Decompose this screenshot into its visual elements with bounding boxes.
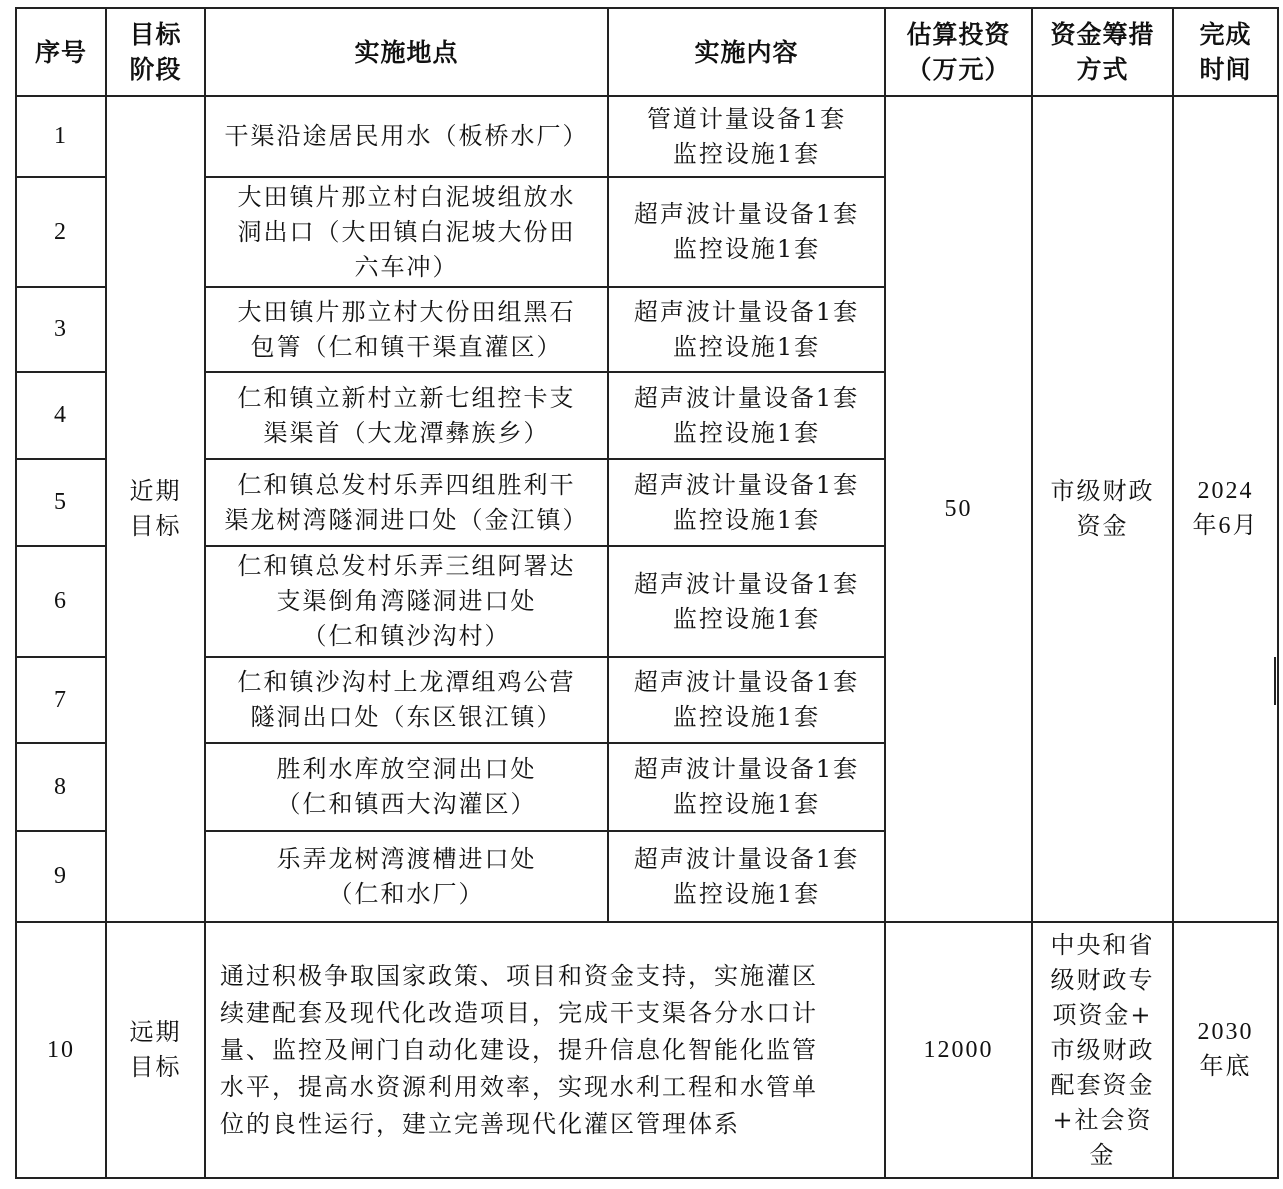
header-location bbox=[205, 8, 608, 96]
near-term-funding: 市级财政 资金 bbox=[1050, 477, 1155, 540]
row-number: 1 bbox=[16, 96, 106, 177]
header-content bbox=[608, 8, 885, 96]
location-cell bbox=[205, 831, 608, 922]
content-cell bbox=[608, 743, 885, 831]
header-completion bbox=[1173, 8, 1278, 96]
content-text: 超声波计量设备1套 监控设施1套 bbox=[633, 755, 860, 818]
location-cell bbox=[205, 177, 608, 287]
long-term-investment-cell bbox=[885, 922, 1032, 1178]
location-text: 胜利水库放空洞出口处 （仁和镇西大沟灌区） bbox=[276, 755, 537, 818]
content-cell bbox=[608, 546, 885, 657]
near-term-stage: 近期 目标 bbox=[129, 477, 182, 540]
long-term-investment: 12000 bbox=[923, 1036, 994, 1063]
project-plan-table bbox=[15, 7, 1279, 1179]
location-cell bbox=[205, 657, 608, 743]
location-text: 大田镇片那立村白泥坡组放水 洞出口（大田镇白泥坡大份田 六车冲） bbox=[237, 182, 576, 281]
row-number: 10 bbox=[16, 922, 106, 1178]
table-row bbox=[16, 96, 1278, 177]
long-term-row bbox=[16, 922, 1278, 1178]
header-funding bbox=[1032, 8, 1173, 96]
row-number: 6 bbox=[16, 546, 106, 657]
long-term-completion-cell bbox=[1173, 922, 1278, 1178]
content-cell bbox=[608, 459, 885, 546]
near-term-investment-cell bbox=[885, 96, 1032, 922]
row-number: 5 bbox=[16, 459, 106, 546]
header-seq-text: 序号 bbox=[34, 37, 87, 67]
header-funding-text: 资金筹措 方式 bbox=[1050, 20, 1155, 84]
header-investment-text: 估算投资 （万元） bbox=[906, 20, 1011, 84]
header-completion-text: 完成 时间 bbox=[1199, 20, 1252, 84]
long-term-stage-cell bbox=[106, 922, 205, 1178]
row-number: 8 bbox=[16, 743, 106, 831]
location-text: 大田镇片那立村大份田组黑石 包箐（仁和镇干渠直灌区） bbox=[237, 297, 576, 361]
content-text: 超声波计量设备1套 监控设施1套 bbox=[633, 470, 860, 534]
row-number: 4 bbox=[16, 372, 106, 459]
header-stage bbox=[106, 8, 205, 96]
location-text: 仁和镇总发村乐弄四组胜利干 渠龙树湾隧洞进口处（金江镇） bbox=[224, 470, 589, 534]
content-cell bbox=[608, 177, 885, 287]
long-term-description: 通过积极争取国家政策、项目和资金支持，实施灌区 续建配套及现代化改造项目，完成干支渠各分水口计 量、监控及闸门自动化建设，提升信息化智能化监管 水平，提高水资源利用效率，实现水利工程和水管单 位的良性运行，建立完善现代化灌区管理体系 bbox=[220, 961, 818, 1138]
long-term-description-cell bbox=[205, 922, 885, 1178]
location-cell bbox=[205, 287, 608, 372]
row-number: 9 bbox=[16, 831, 106, 922]
location-text: 仁和镇立新村立新七组控卡支 渠渠首（大龙潭彝族乡） bbox=[237, 383, 576, 447]
content-text: 超声波计量设备1套 监控设施1套 bbox=[633, 297, 860, 361]
header-investment bbox=[885, 8, 1032, 96]
near-term-investment: 50 bbox=[944, 495, 973, 522]
header-seq bbox=[16, 8, 106, 96]
near-term-completion: 2024 年6月 bbox=[1192, 478, 1259, 539]
near-term-completion-cell bbox=[1173, 96, 1278, 922]
content-text: 超声波计量设备1套 监控设施1套 bbox=[633, 383, 860, 447]
row-number: 2 bbox=[16, 177, 106, 287]
content-text: 超声波计量设备1套 监控设施1套 bbox=[633, 569, 860, 633]
content-text: 超声波计量设备1套 监控设施1套 bbox=[633, 668, 860, 731]
location-cell bbox=[205, 96, 608, 177]
location-cell bbox=[205, 372, 608, 459]
edge-mark bbox=[1274, 657, 1276, 705]
header-content-text: 实施内容 bbox=[694, 37, 799, 67]
row-number: 7 bbox=[16, 657, 106, 743]
long-term-funding: 中央和省 级财政专 项资金+ 市级财政 配套资金 +社会资 金 bbox=[1050, 930, 1155, 1169]
content-text: 超声波计量设备1套 监控设施1套 bbox=[633, 200, 860, 263]
location-text: 仁和镇总发村乐弄三组阿署达 支渠倒角湾隧洞进口处 （仁和镇沙沟村） bbox=[237, 552, 576, 650]
content-text: 管道计量设备1套 监控设施1套 bbox=[646, 104, 847, 168]
header-location-text: 实施地点 bbox=[354, 37, 459, 67]
content-cell bbox=[608, 657, 885, 743]
long-term-funding-cell bbox=[1032, 922, 1173, 1178]
header-stage-text: 目标 阶段 bbox=[129, 20, 182, 84]
location-text: 干渠沿途居民用水（板桥水厂） bbox=[224, 122, 589, 150]
header-row bbox=[16, 8, 1278, 96]
near-term-funding-cell bbox=[1032, 96, 1173, 922]
long-term-completion: 2030 年底 bbox=[1197, 1019, 1254, 1080]
long-term-stage: 远期 目标 bbox=[129, 1018, 182, 1081]
row-number: 3 bbox=[16, 287, 106, 372]
location-text: 乐弄龙树湾渡槽进口处 （仁和水厂） bbox=[276, 844, 537, 908]
content-text: 超声波计量设备1套 监控设施1套 bbox=[633, 844, 860, 908]
content-cell bbox=[608, 287, 885, 372]
location-text: 仁和镇沙沟村上龙潭组鸡公营 隧洞出口处（东区银江镇） bbox=[237, 668, 576, 731]
location-cell bbox=[205, 546, 608, 657]
content-cell bbox=[608, 96, 885, 177]
location-cell bbox=[205, 459, 608, 546]
near-term-stage-cell bbox=[106, 96, 205, 922]
content-cell bbox=[608, 831, 885, 922]
content-cell bbox=[608, 372, 885, 459]
location-cell bbox=[205, 743, 608, 831]
